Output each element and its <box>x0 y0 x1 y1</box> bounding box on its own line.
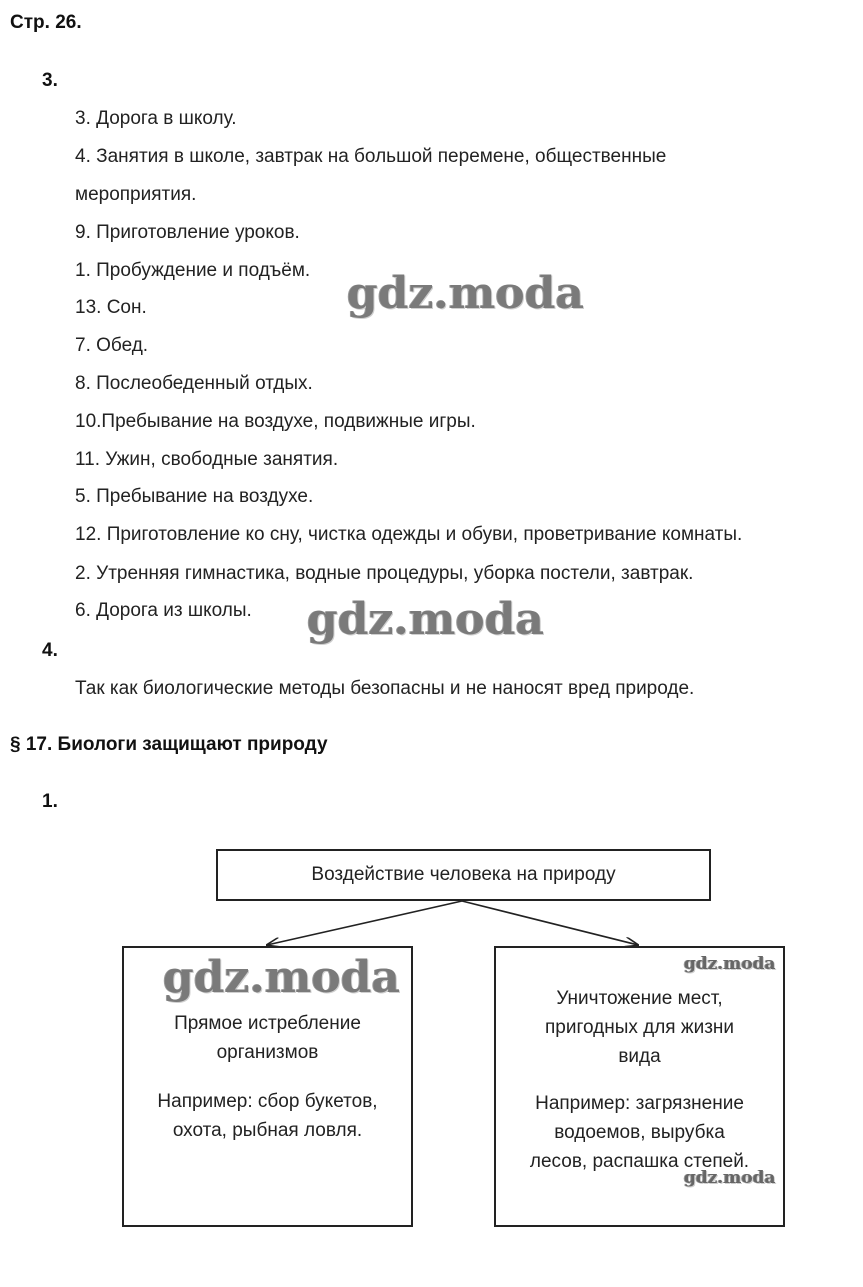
diagram-right-title-1: Уничтожение мест, <box>556 988 723 1009</box>
section-title: § 17. Биологи защищают природу <box>10 734 328 755</box>
task-4-number: 4. <box>42 640 58 661</box>
diagram-left-example-2: охота, рыбная ловля. <box>172 1120 363 1141</box>
list-item: 4. Занятия в школе, завтрак на большой перемене, общественные <box>75 146 667 167</box>
diagram-right-example-3: лесов, распашка степей. <box>529 1151 750 1172</box>
diagram-root-label: Воздействие человека на природу <box>311 864 616 885</box>
list-item: 10.Пребывание на воздухе, подвижные игры. <box>75 411 476 432</box>
list-item: 6. Дорога из школы. <box>75 600 252 621</box>
diagram-left-title-1: Прямое истребление <box>174 1013 361 1034</box>
arrow-left <box>267 901 462 945</box>
diagram-root-box <box>216 849 711 901</box>
list-item: 13. Сон. <box>75 297 147 318</box>
diagram-left-title-2: организмов <box>216 1042 319 1063</box>
diagram-left-example-1: Например: сбор букетов, <box>157 1091 378 1112</box>
page-label: Стр. 26. <box>10 12 82 33</box>
diagram-right-example-2: водоемов, вырубка <box>554 1122 725 1143</box>
watermark-logo: gdz.moda <box>347 268 585 319</box>
watermark-logo: gdz.moda <box>307 594 545 645</box>
list-item: 11. Ужин, свободные занятия. <box>75 449 339 470</box>
watermark-logo: gdz.moda <box>163 952 401 1003</box>
task-3-number: 3. <box>42 70 58 91</box>
diagram-right-example-1: Например: загрязнение <box>535 1093 744 1114</box>
list-item: 9. Приготовление уроков. <box>75 222 300 243</box>
list-item: 2. Утренняя гимнастика, водные процедуры, уборка постели, завтрак. <box>75 563 694 584</box>
list-item: 3. Дорога в школу. <box>75 108 237 129</box>
list-item: 1. Пробуждение и подъём. <box>75 260 311 281</box>
list-item: 12. Приготовление ко сну, чистка одежды и обуви, проветривание комнаты. <box>75 524 743 545</box>
task-1-number: 1. <box>42 791 58 812</box>
arrow-right <box>462 901 638 945</box>
diagram-right-title-2: пригодных для жизни <box>544 1017 735 1038</box>
list-item: мероприятия. <box>75 184 197 205</box>
watermark-logo: gdz.moda <box>684 954 776 974</box>
list-item: 5. Пребывание на воздухе. <box>75 486 314 507</box>
watermark-logo: gdz.moda <box>684 1168 776 1188</box>
list-item: 8. Послеобеденный отдых. <box>75 373 313 394</box>
task-4-answer: Так как биологические методы безопасны и не наносят вред природе. <box>75 678 695 699</box>
list-item: 7. Обед. <box>75 335 149 356</box>
diagram-right-title-3: вида <box>618 1046 661 1067</box>
